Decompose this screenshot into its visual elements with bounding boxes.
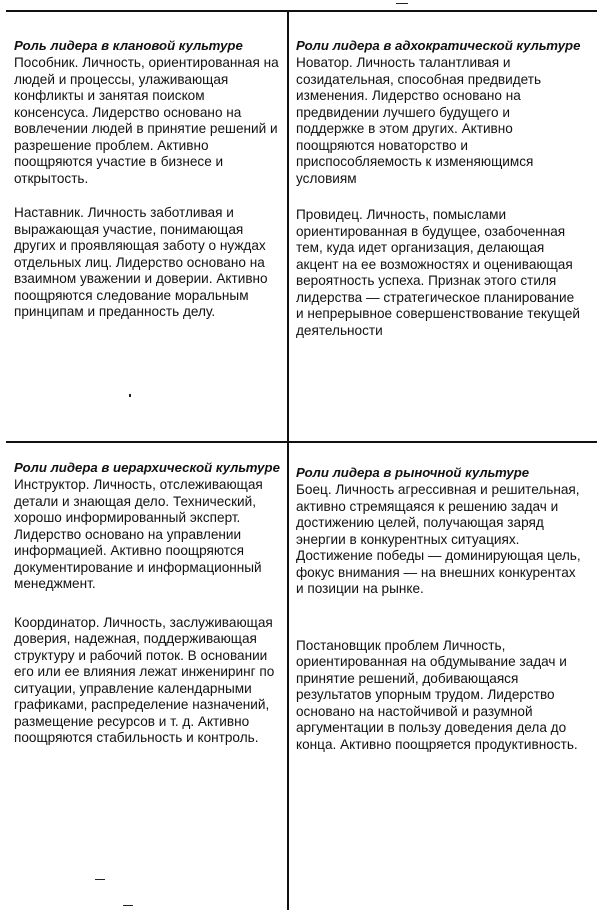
scan-mark — [129, 394, 131, 397]
scan-mark — [123, 905, 133, 906]
scan-mark — [396, 3, 408, 4]
role-facilitator: Пособник. Личность, ориентированная на людей и процессы, улаживающая конфликты и занятая поиском консенсуса. Лидерство основано на вовлечении людей в принятие решений и разрешение проблем. Активно поощряются участие в бизнесе и открытость. — [14, 55, 279, 186]
vertical-divider — [287, 10, 289, 910]
market-culture-quadrant — [296, 465, 581, 753]
role-producer: Постановщик проблем Личность, ориентированная на обдумывание задач и принятие решений, добивающаяся результатов упорным трудом. Лидерство основано на настойчивой и разумной аргументации в пользу доведения дела до конца. Активно поощряется продуктивность. — [296, 637, 578, 752]
role-monitor: Инструктор. Личность, отслеживающая детали и знающая дело. Технический, хорошо информированный эксперт. Лидерство основано на управлении информацией. Активно поощряются документирование и информационный менеджмент. — [14, 477, 263, 591]
quadrant-title: Роли лидера в адхократической культуре — [296, 38, 581, 53]
clan-culture-quadrant — [14, 38, 282, 321]
top-border-line — [6, 10, 597, 12]
quadrant-title: Роли лидера в иерархической культуре — [14, 460, 280, 475]
role-mentor: Наставник. Личность заботливая и выражающая участие, понимающая других и проявляющая заботу о нуждах отдельных лиц. Лидерство основано на взаимном уважении и доверии. Активно поощряются следование моральным принципам и преданность делу. — [14, 205, 268, 319]
scan-mark — [95, 879, 105, 880]
role-visionary: Провидец. Личность, помыслами ориентированная в будущее, озабоченная тем, куда идет организация, делающая акцент на ее возможностях и оценивающая вероятность успеха. Признак этого стиля лидерства — стратегическое планирование и непрерывное совершенствование текущей деятельности — [296, 207, 580, 338]
quadrant-title: Роль лидера в клановой культуре — [14, 38, 243, 53]
role-competitor: Боец. Личность агрессивная и решительная, активно стремящаяся к решению задач и достижению целей, получающая заряд энергии в конкурентных ситуациях. Достижение победы — доминирующая цель, фокус внимания — на внешних конкурентах и позиции на рынке. — [296, 482, 581, 596]
hierarchy-culture-quadrant — [14, 460, 282, 747]
role-innovator: Новатор. Личность талантливая и созидательная, способная предвидеть изменения. Лидерство основано на предвидении лучшего будущего и поддержке в этом других. Активно поощряются новаторство и приспособляемость к изменяющимся условиям — [296, 55, 542, 186]
quadrant-title: Роли лидера в рыночной культуре — [296, 465, 530, 480]
role-coordinator: Координатор. Личность, заслуживающая доверия, надежная, поддерживающая структуру и рабочий поток. В основании его или ее влияния лежат инжениринг по ситуации, управление календарными графиками, распределение назначений, размещение ресурсов и т. д. Активно поощряются стабильность и контроль. — [14, 614, 275, 745]
adhocracy-culture-quadrant — [296, 38, 581, 339]
horizontal-divider — [6, 441, 597, 443]
